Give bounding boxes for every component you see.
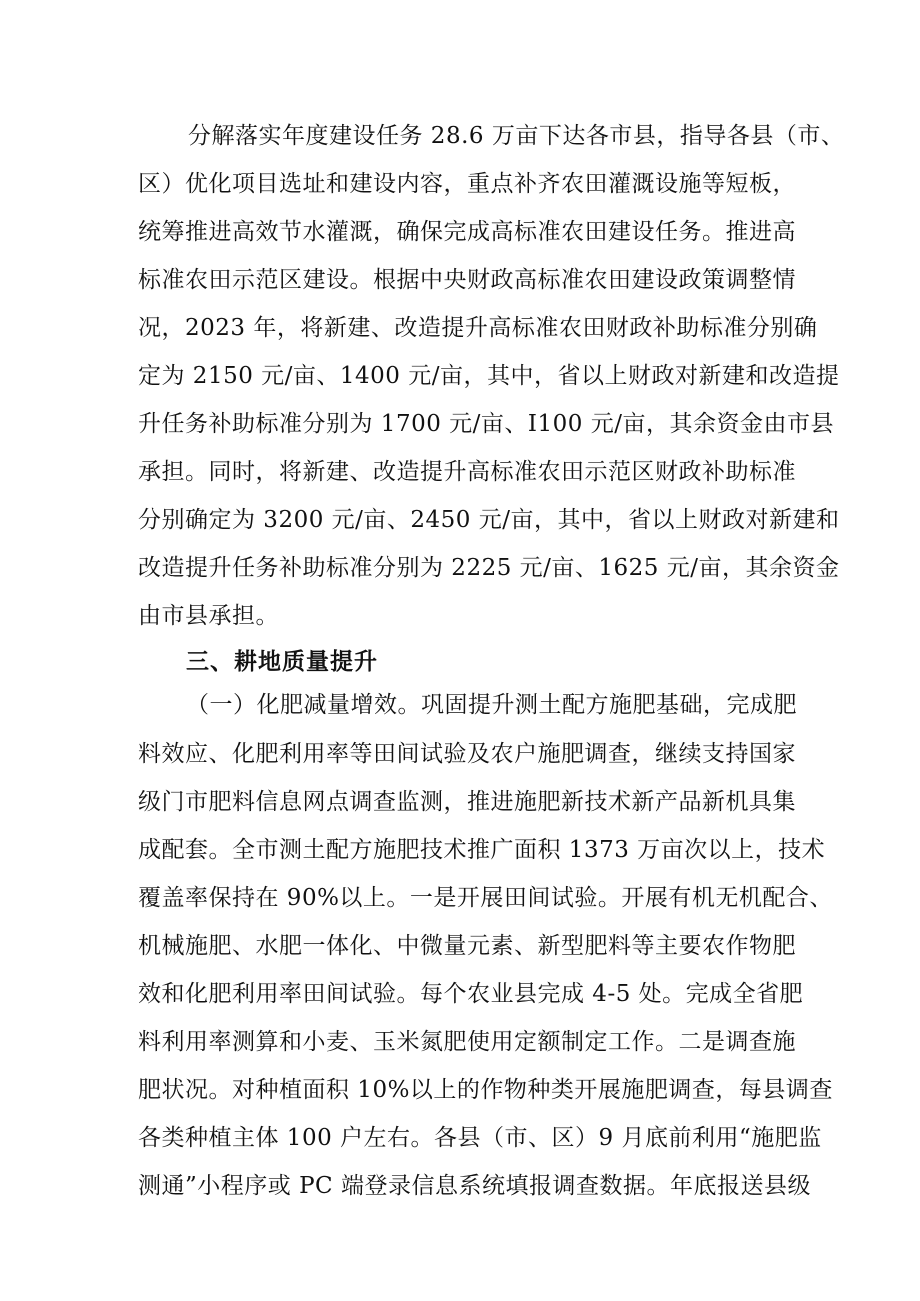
- paragraph-1-line-2: 区）优化项目选址和建设内容，重点补齐农田灌溉设施等短板，: [138, 171, 796, 197]
- paragraph-1-line-10: 改造提升任务补助标准分别为 2225 元/亩、1625 元/亩，其余资金: [138, 555, 840, 581]
- paragraph-1-line-7: 升任务补助标准分别为 1700 元/亩、I100 元/亩，其余资金由市县: [138, 411, 834, 437]
- section-heading: 三、耕地质量提升: [186, 649, 378, 675]
- paragraph-2-line-10: 各类种植主体 100 户左右。各县（市、区）9 月底前利用“施肥监: [138, 1125, 822, 1151]
- paragraph-2-line-3: 级门市肥料信息网点调查监测，推进施肥新技术新产品新机具集: [138, 789, 796, 815]
- paragraph-2-line-7: 效和化肥利用率田间试验。每个农业县完成 4-5 处。完成全省肥: [138, 981, 804, 1007]
- paragraph-2-line-11: 测通”小程序或 PC 端登录信息系统填报调查数据。年底报送县级: [138, 1173, 811, 1199]
- paragraph-2-line-2: 料效应、化肥利用率等田间试验及农户施肥调查，继续支持国家: [138, 741, 796, 767]
- paragraph-1-line-5: 况，2023 年，将新建、改造提升高标准农田财政补助标准分别确: [138, 315, 818, 341]
- paragraph-1-line-4: 标准农田示范区建设。根据中央财政高标准农田建设政策调整情: [138, 267, 796, 293]
- paragraph-2-line-1: （一）化肥减量增效。巩固提升测土配方施肥基础，完成肥: [186, 692, 797, 718]
- paragraph-1-line-11: 由市县承担。: [138, 603, 279, 629]
- paragraph-2-line-4: 成配套。全市测土配方施肥技术推广面积 1373 万亩次以上，技术: [138, 837, 826, 863]
- paragraph-1-line-9: 分别确定为 3200 元/亩、2450 元/亩，其中，省以上财政对新建和: [138, 507, 840, 533]
- paragraph-2-line-5: 覆盖率保持在 90%以上。一是开展田间试验。开展有机无机配合、: [138, 885, 833, 911]
- paragraph-1-line-3: 统筹推进高效节水灌溉，确保完成高标准农田建设任务。推进高: [138, 219, 796, 245]
- paragraph-2-line-6: 机械施肥、水肥一体化、中微量元素、新型肥料等主要农作物肥: [138, 933, 796, 959]
- paragraph-1-line-6: 定为 2150 元/亩、1400 元/亩，其中，省以上财政对新建和改造提: [138, 363, 840, 389]
- paragraph-1-line-1: 分解落实年度建设任务 28.6 万亩下达各市县，指导各县（市、: [188, 123, 845, 149]
- paragraph-2-line-9: 肥状况。对种植面积 10%以上的作物种类开展施肥调查，每县调查: [138, 1077, 833, 1103]
- paragraph-2-line-8: 料利用率测算和小麦、玉米氮肥使用定额制定工作。二是调查施: [138, 1029, 796, 1055]
- paragraph-1-line-8: 承担。同时，将新建、改造提升高标准农田示范区财政补助标准: [138, 459, 796, 485]
